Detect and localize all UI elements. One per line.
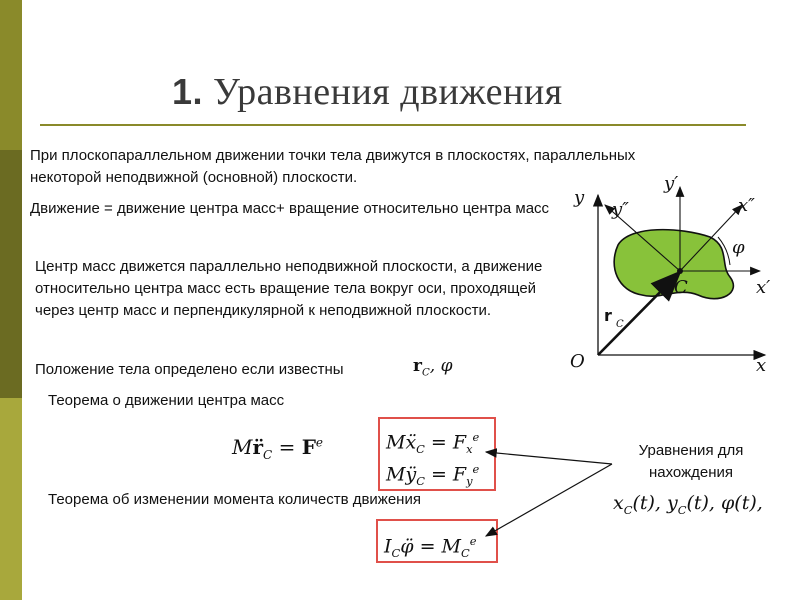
label-phi: φ bbox=[732, 237, 745, 258]
paragraph-position-known: Положение тела определено если известны bbox=[35, 361, 344, 378]
label-radius-subscript: C bbox=[616, 319, 624, 330]
paragraph-plane-motion: При плоскопараллельном движении точки тела движутся в плоскостях, параллельных некоторой неподвижной (основной) плоскости. bbox=[30, 147, 636, 186]
slide-title-number: 1. bbox=[172, 71, 204, 112]
label-y: y bbox=[574, 187, 585, 208]
label-y-prime: y′ bbox=[664, 175, 679, 194]
plane-motion-diagram bbox=[560, 175, 780, 375]
paragraph-center-of-mass: Центр масс движется параллельно неподвижной плоскости, а движение относительно центра масс есть вращение тела вокруг оси, проходящей через центр масс и перпендикулярной к неподвижной плоскости. bbox=[35, 258, 543, 319]
center-of-mass-equation: $Mr̈_C = F^e$ bbox=[232, 435, 324, 462]
arrow-to-rotation-box bbox=[486, 464, 612, 536]
label-x: x bbox=[756, 355, 767, 375]
label-radius-vector: r bbox=[604, 306, 612, 325]
arrow-to-center-of-mass-box bbox=[486, 452, 612, 464]
slide-title-text: Уравнения движения bbox=[213, 71, 563, 113]
label-x-prime: x′ bbox=[756, 277, 771, 298]
theorem-angular-momentum: Теорема об изменении момента количеств движения bbox=[48, 491, 421, 508]
equation-x: $Mẍ_C = F_x^e$ bbox=[386, 430, 480, 457]
equation-y: $Mÿ_C = F_y^e$ bbox=[386, 462, 480, 489]
unknown-functions: $x_C(t)$, $y_C(t)$, φ(t), bbox=[613, 492, 763, 517]
center-of-mass-point bbox=[677, 268, 683, 274]
label-origin: O bbox=[570, 351, 585, 372]
position-variables-formula: $r_C$, φ bbox=[413, 356, 453, 379]
equations-label: Уравнения для нахождения bbox=[638, 442, 744, 481]
paragraph-motion-decomposition: Движение = движение центра масс+ вращение относительно центра масс bbox=[30, 200, 550, 217]
label-center: C bbox=[674, 277, 688, 298]
label-x-double-prime: x″ bbox=[738, 195, 755, 216]
theorem-center-of-mass: Теорема о движении центра масс bbox=[48, 392, 285, 409]
label-y-double-prime: y″ bbox=[612, 199, 629, 220]
rotation-equation-box: $I_C\varphï = M_C^e$ bbox=[376, 519, 498, 563]
